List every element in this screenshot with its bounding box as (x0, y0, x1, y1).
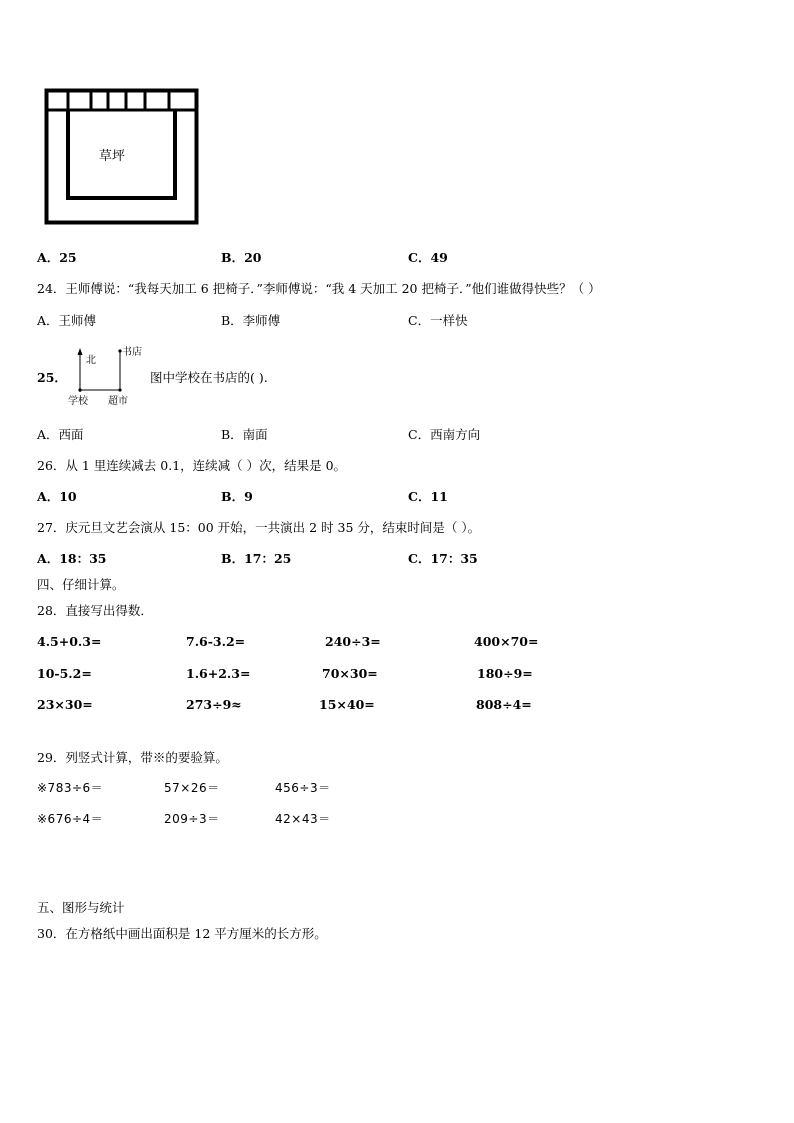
q28-cell: 15×40= (319, 697, 375, 712)
q29-cell: 57×26＝ (164, 781, 220, 795)
lawn-figure (44, 88, 200, 226)
q28-cell: 23×30= (37, 697, 93, 712)
q27-stem: 27．庆元旦文艺会演从 15：00 开始，一共演出 2 时 35 分，结束时间是（ ）。 (37, 520, 481, 535)
q28-cell: 7.6-3.2= (186, 634, 246, 649)
section-5-title: 五、图形与统计 (37, 900, 125, 915)
q28-stem: 28．直接写出得数． (37, 603, 153, 618)
q30-stem: 30．在方格纸中画出面积是 12 平方厘米的长方形。 (37, 926, 327, 941)
lawn-label: 草坪 (99, 149, 126, 164)
q29-cell: 456÷3＝ (275, 781, 331, 795)
q28-cell: 1.6+2.3= (186, 666, 251, 681)
supermarket-label: 超市 (108, 396, 128, 407)
q24-option-c[interactable]: C．一样快 (408, 313, 468, 328)
q25-stem: 图中学校在书店的( ). (150, 370, 268, 385)
q29-cell: ※676÷4＝ (37, 812, 104, 826)
q25-option-a[interactable]: A．西面 (37, 427, 84, 442)
q27-option-b[interactable]: B．17：25 (221, 551, 292, 566)
q29-cell: ※783÷6＝ (37, 781, 104, 795)
q29-cell: 209÷3＝ (164, 812, 220, 826)
q25-option-b[interactable]: B．南面 (221, 427, 268, 442)
q23-option-c[interactable]: C．49 (408, 250, 448, 265)
school-label: 学校 (68, 396, 88, 407)
q24-option-b[interactable]: B．李师傅 (221, 313, 281, 328)
q28-cell: 10-5.2= (37, 666, 92, 681)
q28-cell: 808÷4= (476, 697, 532, 712)
q23-option-a[interactable]: A．25 (37, 250, 77, 265)
q26-option-c[interactable]: C．11 (408, 489, 448, 504)
q26-option-a[interactable]: A．10 (37, 489, 77, 504)
q29-cell: 42×43＝ (275, 812, 331, 826)
q28-cell: 273÷9≈ (186, 697, 242, 712)
bookstore-label: 书店 (122, 347, 142, 358)
q25-number: 25． (37, 370, 67, 385)
q28-cell: 70×30= (322, 666, 378, 681)
q25-option-c[interactable]: C．西南方向 (408, 427, 481, 442)
north-label: 北 (86, 355, 96, 366)
q26-stem: 26．从 1 里连续减去 0.1，连续减（ ）次，结果是 0。 (37, 458, 347, 473)
q23-option-b[interactable]: B．20 (221, 250, 262, 265)
q26-option-b[interactable]: B．9 (221, 489, 253, 504)
section-4-title: 四、仔细计算。 (37, 577, 125, 592)
q28-cell: 240÷3= (325, 634, 381, 649)
q24-stem: 24．王师傅说：“我每天加工 6 把椅子．”李师傅说：“我 4 天加工 20 把椅子．”他们谁做得快些？（ ） (37, 281, 601, 296)
q28-cell: 4.5+0.3= (37, 634, 102, 649)
q27-option-a[interactable]: A．18：35 (37, 551, 107, 566)
q28-cell: 180÷9= (477, 666, 533, 681)
direction-map (64, 342, 150, 408)
q28-cell: 400×70= (474, 634, 539, 649)
q24-option-a[interactable]: A．王师傅 (37, 313, 97, 328)
q29-stem: 29．列竖式计算，带※的要验算。 (37, 750, 228, 765)
q27-option-c[interactable]: C．17：35 (408, 551, 478, 566)
